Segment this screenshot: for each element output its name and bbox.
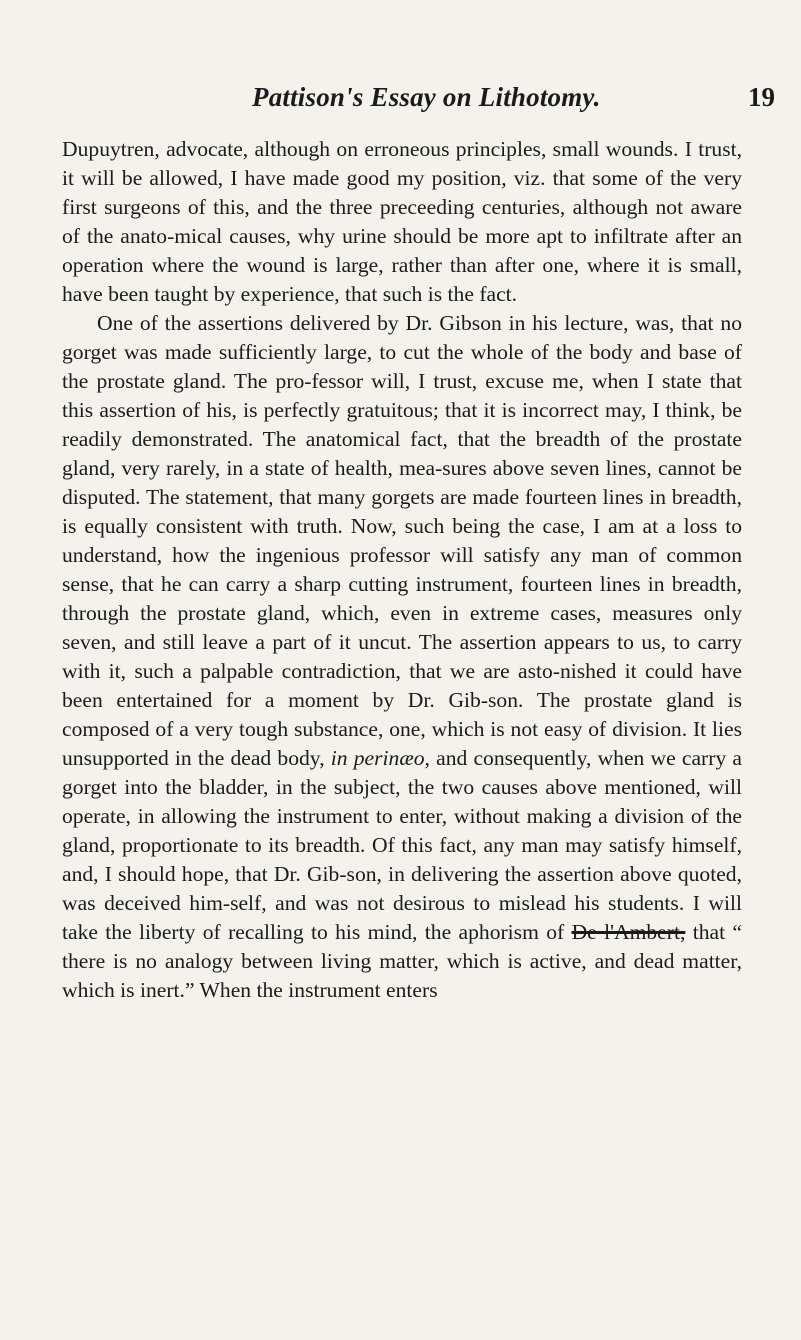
running-head xyxy=(0,82,801,116)
body-text xyxy=(62,135,742,1005)
paragraph-gibson-assertion xyxy=(62,309,742,1005)
latin-phrase: in perinæo, xyxy=(330,746,430,770)
paragraph-2-text-c: that “ there is no analogy between living matter, which is active, and dead matter, which is inert.” When the instrument enters xyxy=(62,920,743,1002)
paragraph-2-text-a: One of the assertions delivered by Dr. Gibson in his lecture, was, that no gorget was made sufficiently large, to cut the whole of the body and base of the prostate gland. The pro-fessor will, I trust, excuse me, when I state that this assertion of his, is perfectly gratuitous; that it is incorrect may, I think, be readily demonstrated. The anatomical fact, that the breadth of the prostate gland, very rarely, in a state of health, mea-sures above seven lines, cannot be disputed. The statement, that many gorgets are made fourteen lines in breadth, is equally consistent with truth. Now, such being the case, I am at a loss to understand, how the ingenious professor will satisfy any man of common sense, that he can carry a sharp cutting instrument, fourteen lines in breadth, through the prostate gland, which, even in extreme cases, measures only seven, and still leave a part of it uncut. The assertion appears to us, to carry with it, such a palpable contradiction, that we are asto-nished it could have been entertained for a moment by Dr. Gib-son. The prostate gland is composed of a very tough substance, one, which is not easy of division. It lies unsupported in the dead body, xyxy=(62,311,742,770)
paragraph-1-text: Dupuytren, advocate, although on erroneous principles, small wounds. I trust, it will be allowed, I have made good my position, viz. that some of the very first surgeons of this, and the three preceeding centuries, although not aware of the anato-mical causes, why urine should be more apt to infiltrate after an operation where the wound is large, rather than after one, where it is small, have been taught by experience, that such is the fact. xyxy=(62,137,742,306)
running-title: Pattison's Essay on Lithotomy. xyxy=(252,82,601,112)
paragraph-continuation xyxy=(62,135,742,309)
page-number: 19 xyxy=(748,82,775,112)
paragraph-2-text-b: and consequently, when we carry a gorget into the bladder, in the subject, the two causes above mentioned, will operate, in allowing the instrument to enter, without making a division of the gland, proportionate to its breadth. Of this fact, any man may satisfy himself, and, I should hope, that Dr. Gib-son, in delivering the assertion above quoted, was deceived him-self, and was not desirous to mislead his students. I will take the liberty of recalling to his mind, the aphorism of xyxy=(62,746,743,944)
struck-out-name: De l'Ambert, xyxy=(571,920,686,944)
